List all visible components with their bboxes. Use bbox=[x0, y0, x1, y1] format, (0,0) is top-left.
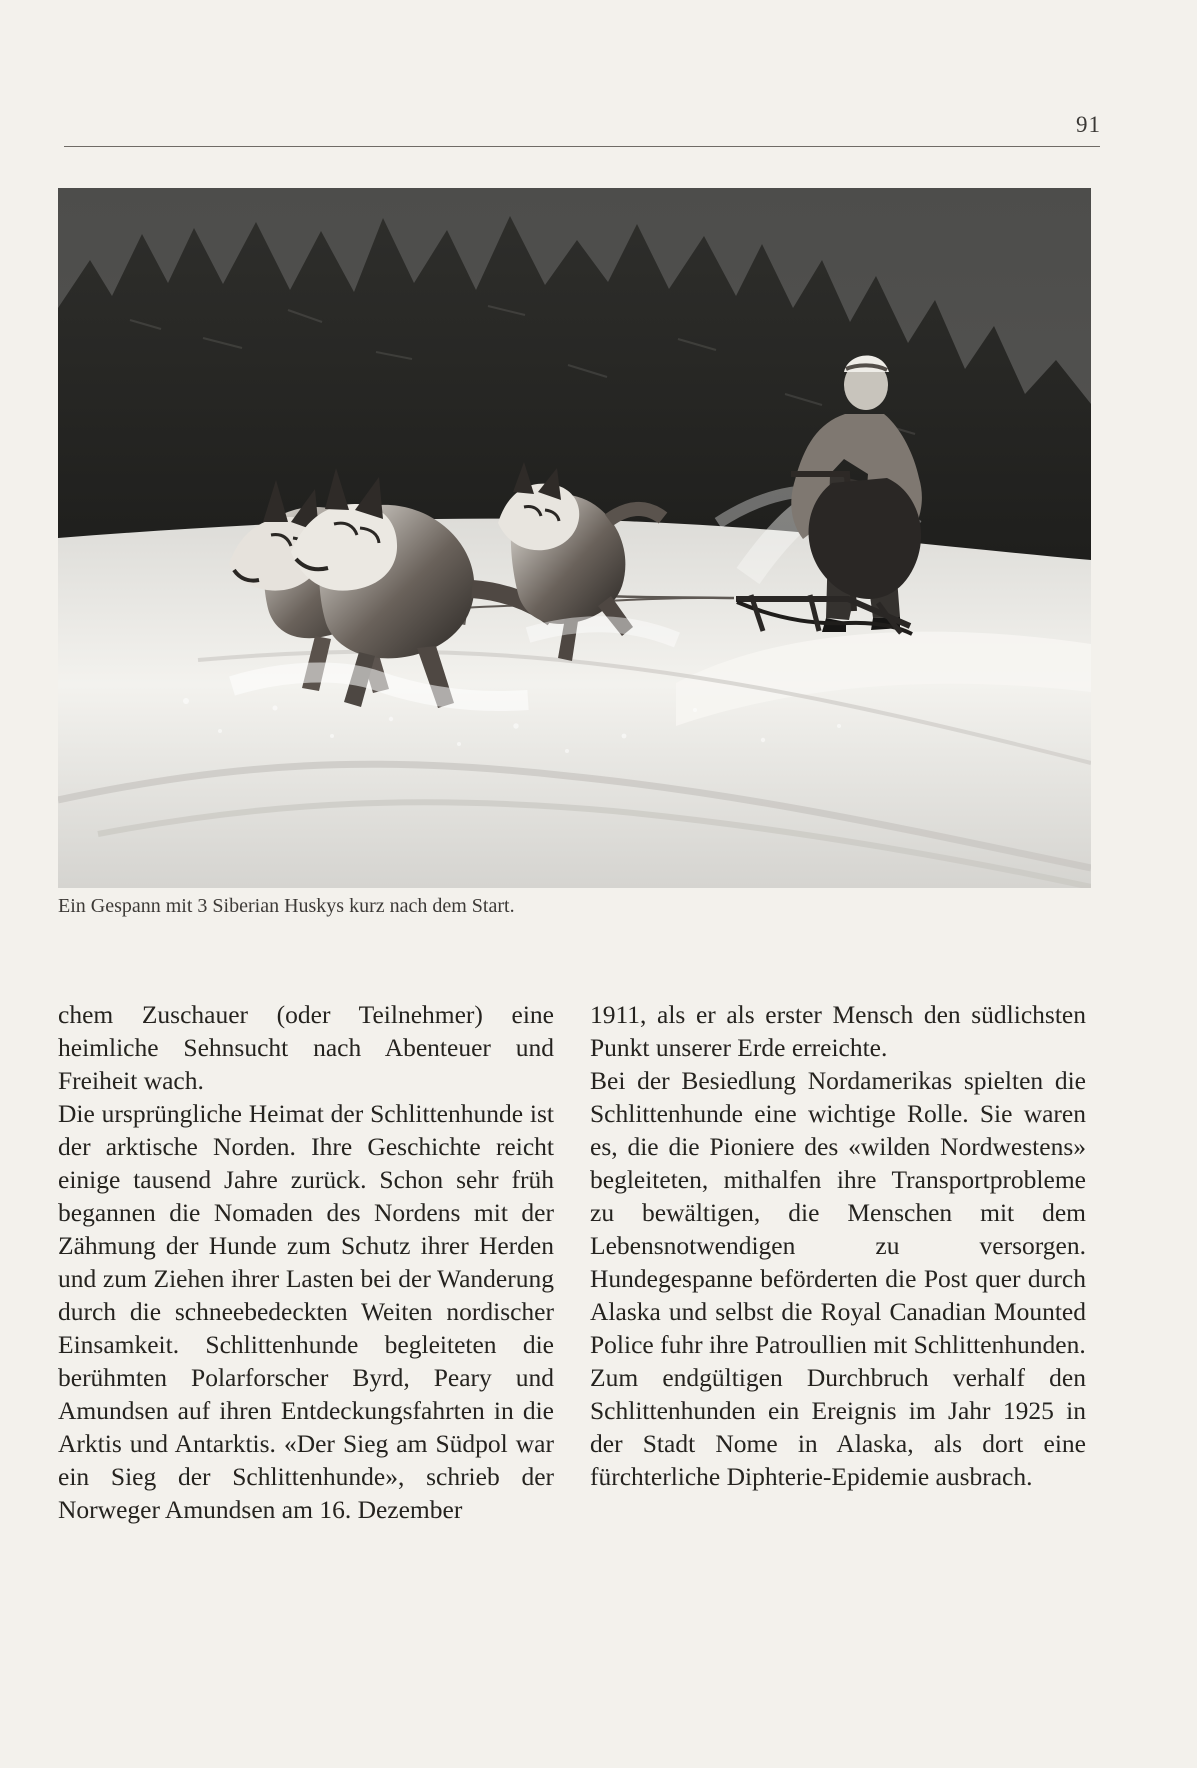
right-text-column bbox=[590, 998, 1086, 1493]
left-column-paragraph-1: chem Zuschauer (oder Teilnehmer) eine heimliche Sehnsucht nach Abenteuer und Freiheit wach. bbox=[58, 1000, 554, 1095]
right-column-paragraph-3: Zum endgültigen Durchbruch verhalf den Schlittenhunden ein Ereignis im Jahr 1925 in der Stadt Nome in Alaska, als dort eine fürchterliche Diphterie-Epidemie ausbrach. bbox=[590, 1363, 1086, 1491]
right-column-paragraph-1: 1911, als er als erster Mensch den südlichsten Punkt unserer Erde erreichte. bbox=[590, 1000, 1086, 1062]
page-number: 91 bbox=[1076, 112, 1101, 137]
left-text-column bbox=[58, 998, 554, 1526]
sled-dog-photo bbox=[58, 188, 1091, 888]
header-rule bbox=[64, 146, 1100, 147]
right-column-paragraph-2: Bei der Besiedlung Nordamerikas spielten die Schlittenhunde eine wichtige Rolle. Sie waren es, die die Pioniere des «wilden Nordwestens» begleiteten, mithalfen ihre Transportprobleme zu bewältigen, die Menschen mit dem Lebensnotwendigen zu versorgen. Hundegespanne beförderten die Post quer durch Alaska und selbst die Royal Canadian Mounted Police fuhr ihre Patroullien mit Schlittenhunden. bbox=[590, 1066, 1086, 1359]
photo-caption: Ein Gespann mit 3 Siberian Huskys kurz nach dem Start. bbox=[58, 895, 515, 917]
left-column-paragraph-2: Die ursprüngliche Heimat der Schlittenhunde ist der arktische Norden. Ihre Geschichte reicht einige tausend Jahre zurück. Schon sehr früh begannen die Nomaden des Nordens mit der Zähmung der Hunde zum Schutz ihrer Herden und zum Ziehen ihrer Lasten bei der Wanderung durch die schneebedeckten Weiten nordischer Einsamkeit. Schlittenhunde begleiteten die berühmten Polarforscher Byrd, Peary und Amundsen auf ihren Entdeckungsfahrten in die Arktis und Antarktis. «Der Sieg am Südpol war ein Sieg der Schlittenhunde», schrieb der Norweger Amundsen am 16. Dezember bbox=[58, 1099, 554, 1524]
